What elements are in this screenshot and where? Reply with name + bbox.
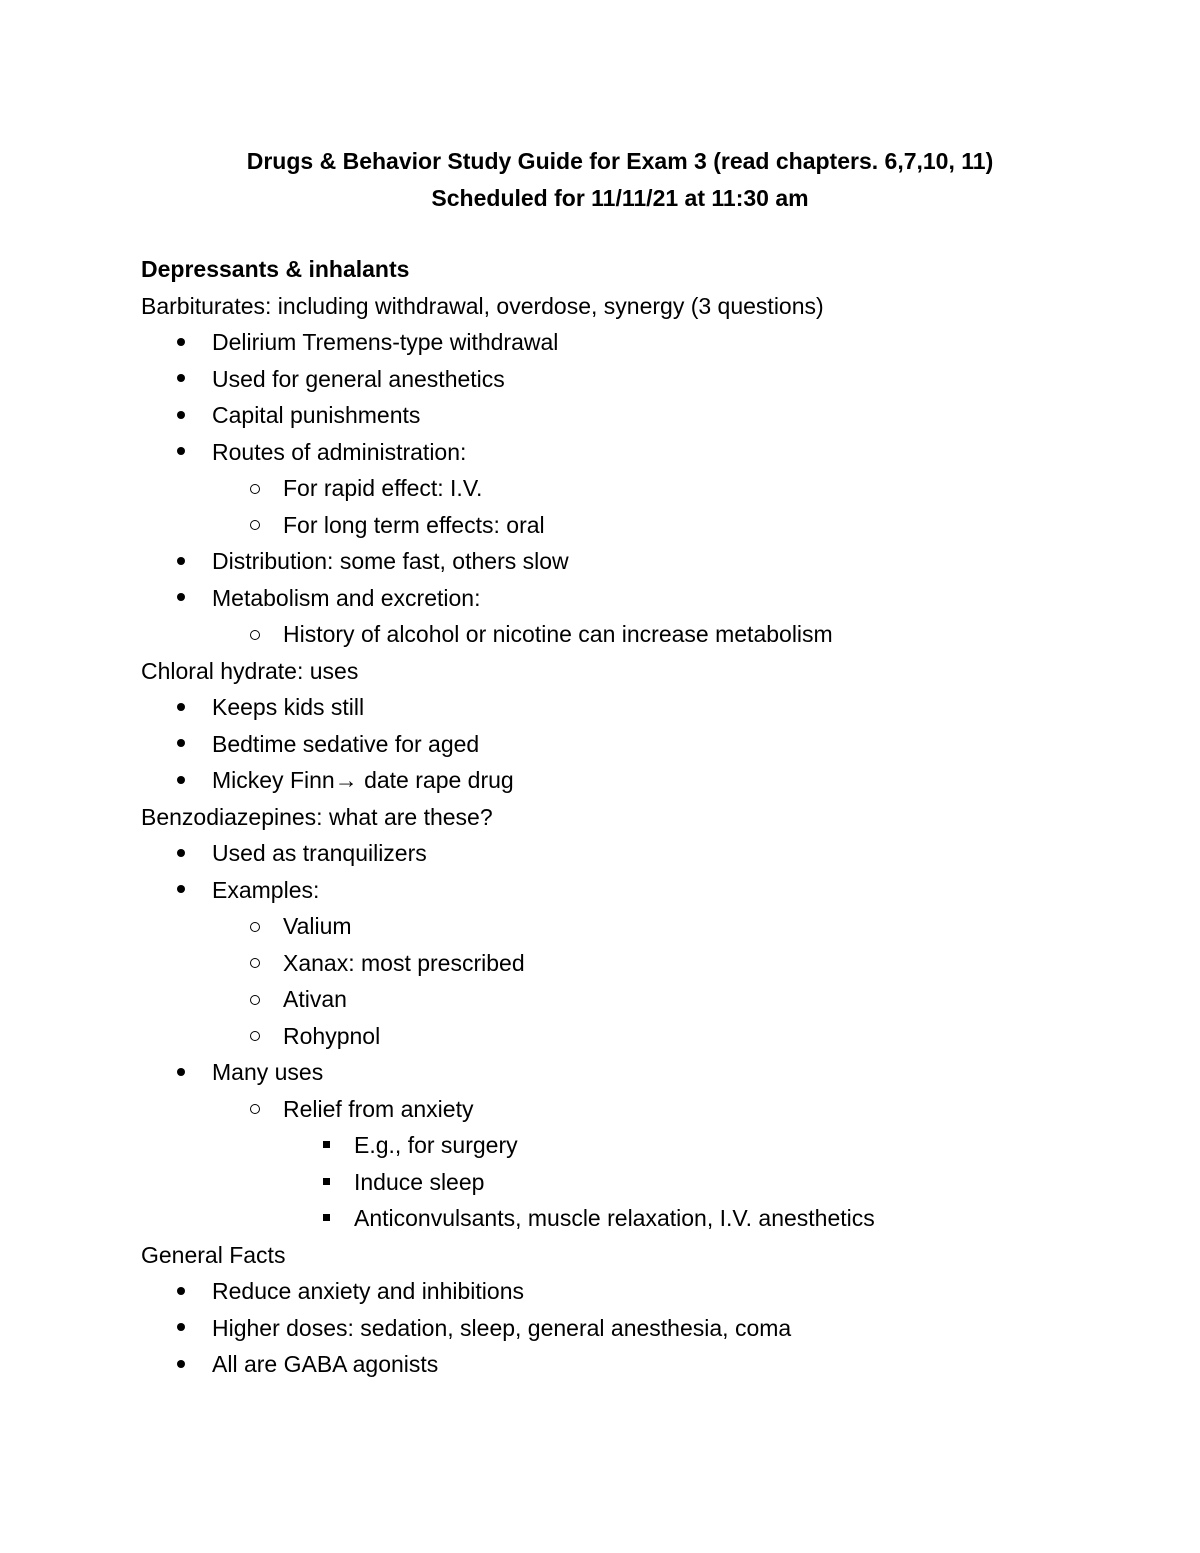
topic-heading <box>141 799 1141 836</box>
bullet-circle-icon <box>250 1031 260 1041</box>
line-text: All are GABA agonists <box>212 1351 439 1377</box>
bullet-marker <box>171 762 191 799</box>
topic-heading <box>141 288 1141 325</box>
bullet-marker <box>171 689 191 726</box>
list-item <box>141 872 1141 909</box>
bullet-dot-icon <box>177 374 185 382</box>
line-text: Metabolism and excretion: <box>212 584 481 611</box>
section-heading <box>141 251 1141 288</box>
list-item <box>141 1346 1141 1383</box>
list-item <box>141 580 1141 617</box>
line-text: Valium <box>283 913 352 939</box>
bullet-marker <box>245 616 265 653</box>
line-text: Routes of administration: <box>212 438 467 465</box>
bullet-dot-icon <box>177 885 185 893</box>
line-text: Induce sleep <box>354 1168 485 1195</box>
list-item <box>141 945 1141 982</box>
bullet-circle-icon <box>250 958 260 968</box>
bullet-marker <box>171 580 191 617</box>
line-text: For long term effects: oral <box>283 511 545 538</box>
list-item <box>141 470 1141 507</box>
line-text: Distribution: some fast, others slow <box>212 548 569 574</box>
line-text: Used for general anesthetics <box>212 365 505 392</box>
study-guide-content <box>141 251 1141 1383</box>
list-item <box>141 689 1141 726</box>
line-text: E.g., for surgery <box>354 1132 518 1158</box>
list-item <box>141 434 1141 471</box>
bullet-marker <box>245 507 265 544</box>
bullet-marker <box>171 543 191 580</box>
list-item <box>141 726 1141 763</box>
bullet-marker <box>171 835 191 872</box>
line-text: General Facts <box>141 1241 286 1268</box>
bullet-dot-icon <box>177 1287 185 1295</box>
line-text: Barbiturates: including withdrawal, overdose, synergy (3 questions) <box>141 292 824 319</box>
bullet-circle-icon <box>250 922 260 932</box>
bullet-marker <box>171 324 191 361</box>
topic-heading <box>141 653 1141 690</box>
list-item <box>141 616 1141 653</box>
line-text: Xanax: most prescribed <box>283 949 525 976</box>
line-text: Keeps kids still <box>212 694 365 720</box>
bullet-dot-icon <box>177 1360 185 1368</box>
bullet-marker <box>171 872 191 909</box>
bullet-marker <box>171 397 191 434</box>
bullet-dot-icon <box>177 338 185 346</box>
list-item <box>141 835 1141 872</box>
document-title <box>0 143 1200 216</box>
bullet-marker <box>171 1054 191 1091</box>
list-item <box>141 1164 1141 1201</box>
bullet-circle-icon <box>250 484 260 494</box>
title-line-1: Drugs & Behavior Study Guide for Exam 3 (read chapters. 6,7,10, 11) <box>246 148 994 174</box>
bullet-marker <box>316 1200 336 1237</box>
list-item <box>141 1200 1141 1237</box>
bullet-dot-icon <box>177 703 185 711</box>
line-text: Chloral hydrate: uses <box>141 657 359 684</box>
bullet-marker <box>245 945 265 982</box>
bullet-marker <box>171 1310 191 1347</box>
list-item <box>141 397 1141 434</box>
list-item <box>141 981 1141 1018</box>
list-item <box>141 507 1141 544</box>
list-item <box>141 1273 1141 1310</box>
bullet-marker <box>171 726 191 763</box>
bullet-dot-icon <box>177 1068 185 1076</box>
line-text: Relief from anxiety <box>283 1095 474 1122</box>
line-text: Used as tranquilizers <box>212 840 427 866</box>
list-item <box>141 1310 1141 1347</box>
list-item <box>141 543 1141 580</box>
line-text: Bedtime sedative for aged <box>212 730 480 757</box>
line-text: Ativan <box>283 986 347 1012</box>
title-line-2: Scheduled for 11/11/21 at 11:30 am <box>431 184 809 211</box>
bullet-dot-icon <box>177 1323 185 1331</box>
topic-heading <box>141 1237 1141 1274</box>
bullet-marker <box>171 434 191 471</box>
bullet-square-icon <box>323 1214 330 1221</box>
line-text: Benzodiazepines: what are these? <box>141 803 493 830</box>
bullet-circle-icon <box>250 995 260 1005</box>
bullet-marker <box>245 908 265 945</box>
bullet-marker <box>316 1164 336 1201</box>
bullet-marker <box>171 361 191 398</box>
bullet-marker <box>245 1018 265 1055</box>
bullet-circle-icon <box>250 1104 260 1114</box>
bullet-marker <box>171 1273 191 1310</box>
bullet-marker <box>245 470 265 507</box>
list-item <box>141 908 1141 945</box>
line-text: Higher doses: sedation, sleep, general anesthesia, coma <box>212 1314 792 1341</box>
bullet-marker <box>245 981 265 1018</box>
bullet-dot-icon <box>177 739 185 747</box>
list-item <box>141 361 1141 398</box>
bullet-square-icon <box>323 1141 330 1148</box>
line-text: Capital punishments <box>212 402 421 428</box>
bullet-marker <box>316 1127 336 1164</box>
bullet-square-icon <box>323 1178 330 1185</box>
list-item <box>141 1127 1141 1164</box>
list-item <box>141 324 1141 361</box>
line-text: Reduce anxiety and inhibitions <box>212 1278 524 1304</box>
bullet-dot-icon <box>177 776 185 784</box>
line-text: Rohypnol <box>283 1022 381 1049</box>
line-text: Many uses <box>212 1059 324 1085</box>
list-item <box>141 1018 1141 1055</box>
bullet-marker <box>171 1346 191 1383</box>
bullet-dot-icon <box>177 593 185 601</box>
line-text: Depressants & inhalants <box>141 256 410 282</box>
bullet-dot-icon <box>177 411 185 419</box>
list-item <box>141 1091 1141 1128</box>
bullet-dot-icon <box>177 849 185 857</box>
line-text: Anticonvulsants, muscle relaxation, I.V. anesthetics <box>354 1205 875 1231</box>
bullet-dot-icon <box>177 557 185 565</box>
bullet-marker <box>245 1091 265 1128</box>
line-text: For rapid effect: I.V. <box>283 475 483 501</box>
line-text: Delirium Tremens-type withdrawal <box>212 329 559 355</box>
list-item <box>141 1054 1141 1091</box>
line-text: History of alcohol or nicotine can increase metabolism <box>283 621 833 647</box>
bullet-circle-icon <box>250 520 260 530</box>
list-item <box>141 762 1141 799</box>
bullet-dot-icon <box>177 447 185 455</box>
bullet-circle-icon <box>250 630 260 640</box>
line-text: Mickey Finn→ date rape drug <box>212 767 514 793</box>
line-text: Examples: <box>212 876 320 903</box>
